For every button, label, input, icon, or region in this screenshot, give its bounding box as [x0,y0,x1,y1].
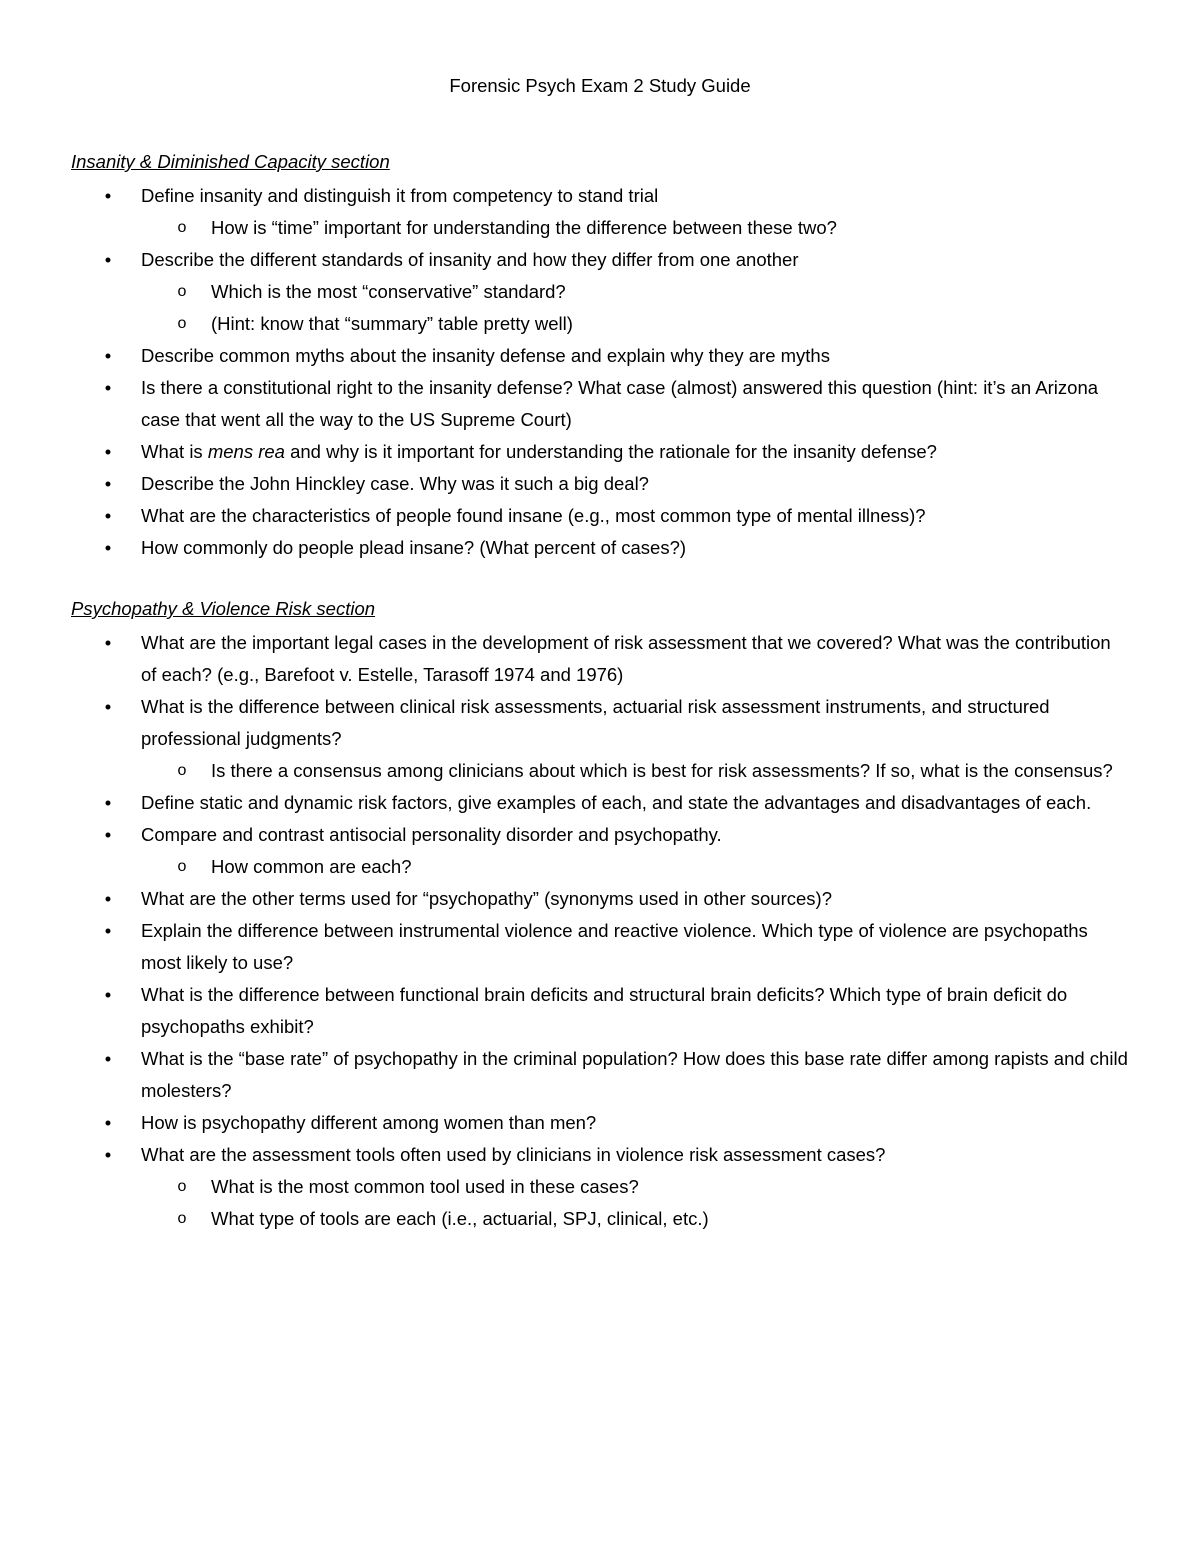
section-heading: Insanity & Diminished Capacity section [71,151,390,172]
bullet-icon: • [104,792,112,813]
sub-bullet-list [141,212,1131,244]
list-item [71,468,1131,500]
list-item [71,915,1131,979]
sub-bullet-list [141,276,1131,340]
sub-bullet-list [141,1171,1131,1235]
bullet-list [71,180,1131,564]
list-item-text: Explain the difference between instrumental violence and reactive violence. Which type of violence are psychopaths most likely to use? [141,920,1088,973]
list-item [71,244,1131,340]
bullet-icon: • [104,249,112,270]
list-item-text: Define insanity and distinguish it from competency to stand trial [141,185,659,206]
list-item-text: Define static and dynamic risk factors, give examples of each, and state the advantages and disadvantages of each. [141,792,1092,813]
sub-list-item [141,755,1131,787]
bullet-icon: • [104,984,112,1005]
list-item-text: What are the assessment tools often used by clinicians in violence risk assessment cases? [141,1144,886,1165]
sub-bullet-icon: o [177,1210,187,1227]
section-psychopathy [71,595,1131,1235]
sub-list-item-text: How is “time” important for understanding the difference between these two? [211,217,837,238]
sub-bullet-list [141,851,1131,883]
bullet-icon: • [104,537,112,558]
list-item-text: Describe the different standards of insanity and how they differ from one another [141,249,799,270]
section-insanity [71,148,1131,564]
list-item-text: Describe common myths about the insanity defense and explain why they are myths [141,345,830,366]
bullet-icon: • [104,505,112,526]
list-item [71,691,1131,787]
sub-list-item [141,1203,1131,1235]
sub-bullet-icon: o [177,762,187,779]
list-item-text: How is psychopathy different among women than men? [141,1112,597,1133]
sub-list-item [141,212,1131,244]
list-item [71,1107,1131,1139]
section-heading: Psychopathy & Violence Risk section [71,598,376,619]
list-item-text: What are the important legal cases in the development of risk assessment that we covered? What was the contribution of each? (e.g., Barefoot v. Estelle, Tarasoff 1974 and 1976) [141,632,1111,685]
bullet-icon: • [104,696,112,717]
bullet-icon: • [104,345,112,366]
sub-list-item-text: How common are each? [211,856,412,877]
list-item-text [141,441,937,462]
bullet-icon: • [104,1144,112,1165]
sub-list-item [141,1171,1131,1203]
list-item [71,787,1131,819]
bullet-icon: • [104,473,112,494]
sub-bullet-icon: o [177,858,187,875]
list-item-text-part: What is [141,441,208,462]
sub-bullet-icon: o [177,1178,187,1195]
list-item-text: What is the difference between functional brain deficits and structural brain deficits? Which type of brain deficit do psychopaths exhibit? [141,984,1068,1037]
list-item-text: Compare and contrast antisocial personality disorder and psychopathy. [141,824,722,845]
bullet-icon: • [104,185,112,206]
bullet-icon: • [104,920,112,941]
list-item-text-italic: mens rea [207,441,285,462]
list-item [71,180,1131,244]
bullet-icon: • [104,632,112,653]
list-item-text: How commonly do people plead insane? (What percent of cases?) [141,537,687,558]
bullet-icon: • [104,1048,112,1069]
bullet-icon: • [104,888,112,909]
list-item-text: What are the other terms used for “psychopathy” (synonyms used in other sources)? [141,888,832,909]
list-item-text: Is there a constitutional right to the insanity defense? What case (almost) answered this question (hint: it’s an Arizona case that went all the way to the US Supreme Court) [141,377,1099,430]
list-item-text: What is the difference between clinical risk assessments, actuarial risk assessment instruments, and structured professional judgments? [141,696,1050,749]
list-item-text: What is the “base rate” of psychopathy in the criminal population? How does this base rate differ among rapists and child molesters? [141,1048,1128,1101]
sub-list-item [141,308,1131,340]
sub-list-item-text: Is there a consensus among clinicians about which is best for risk assessments? If so, what is the consensus? [211,760,1113,781]
sub-list-item-text: Which is the most “conservative” standard? [211,281,566,302]
list-item [71,819,1131,883]
bullet-icon: • [104,1112,112,1133]
list-item-text-part: and why is it important for understanding the rationale for the insanity defense? [284,441,937,462]
list-item [71,1139,1131,1235]
sub-bullet-icon: o [177,283,187,300]
list-item [71,372,1131,436]
bullet-icon: • [104,377,112,398]
list-item [71,979,1131,1043]
sub-list-item-text: (Hint: know that “summary” table pretty well) [211,313,573,334]
list-item-text: Describe the John Hinckley case. Why was it such a big deal? [141,473,649,494]
list-item [71,500,1131,532]
bullet-list [71,627,1131,1235]
list-item [71,1043,1131,1107]
sub-list-item-text: What type of tools are each (i.e., actuarial, SPJ, clinical, etc.) [211,1208,709,1229]
list-item [71,340,1131,372]
sub-bullet-icon: o [177,219,187,236]
list-item-text: What are the characteristics of people found insane (e.g., most common type of mental illness)? [141,505,926,526]
document-title: Forensic Psych Exam 2 Study Guide [449,75,751,96]
list-item [71,627,1131,691]
sub-list-item-text: What is the most common tool used in these cases? [211,1176,639,1197]
list-item [71,436,1131,468]
sub-list-item [141,851,1131,883]
list-item [71,883,1131,915]
sub-bullet-icon: o [177,315,187,332]
sub-bullet-list [141,755,1131,787]
sub-list-item [141,276,1131,308]
bullet-icon: • [104,441,112,462]
list-item [71,532,1131,564]
bullet-icon: • [104,824,112,845]
